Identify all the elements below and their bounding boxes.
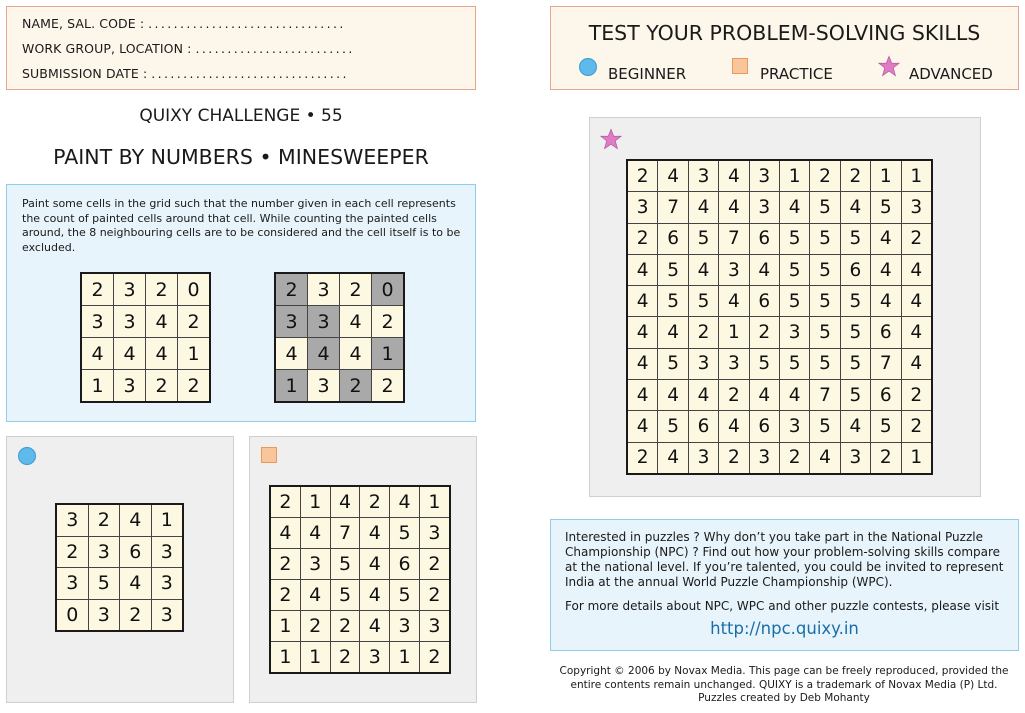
advanced-cell[interactable]: 4 xyxy=(901,254,932,285)
advanced-cell[interactable]: 5 xyxy=(749,348,779,379)
advanced-cell[interactable]: 2 xyxy=(871,442,901,474)
advanced-cell[interactable]: 4 xyxy=(658,380,688,411)
copyright-line-3: Puzzles created by Deb Mohanty xyxy=(698,692,870,704)
beginner-cell[interactable]: 1 xyxy=(151,504,183,536)
beginner-cell[interactable]: 2 xyxy=(88,504,120,536)
advanced-cell[interactable]: 5 xyxy=(840,286,870,317)
practice-cell[interactable]: 3 xyxy=(419,611,449,642)
advanced-cell[interactable]: 4 xyxy=(627,380,658,411)
example-solution-row xyxy=(275,306,404,338)
example-solution-row xyxy=(275,338,404,370)
advanced-cell[interactable]: 1 xyxy=(901,442,932,474)
practice-cell[interactable]: 2 xyxy=(330,611,360,642)
practice-legend-icon xyxy=(732,58,748,74)
practice-cell[interactable]: 2 xyxy=(360,486,390,518)
advanced-cell[interactable]: 2 xyxy=(779,442,809,474)
advanced-cell[interactable]: 4 xyxy=(658,442,688,474)
advanced-cell[interactable]: 3 xyxy=(719,254,749,285)
advanced-star-icon xyxy=(600,128,622,150)
beginner-row xyxy=(56,536,183,568)
practice-cell[interactable]: 4 xyxy=(300,518,330,549)
advanced-cell[interactable]: 5 xyxy=(810,411,840,442)
practice-cell[interactable]: 2 xyxy=(270,549,300,580)
advanced-cell[interactable]: 6 xyxy=(749,223,779,254)
practice-panel xyxy=(249,436,477,703)
npc-url-link[interactable]: http://npc.quixy.in xyxy=(710,619,859,638)
practice-cell[interactable]: 1 xyxy=(300,642,330,674)
practice-cell[interactable]: 3 xyxy=(419,518,449,549)
advanced-cell[interactable]: 6 xyxy=(749,286,779,317)
practice-cell[interactable]: 5 xyxy=(390,580,420,611)
example-solution-row xyxy=(275,273,404,306)
practice-row xyxy=(270,549,450,580)
advanced-cell[interactable]: 5 xyxy=(810,254,840,285)
beginner-cell[interactable]: 0 xyxy=(56,599,88,631)
advanced-cell[interactable]: 4 xyxy=(871,254,901,285)
copyright-line-1: Copyright © 2006 by Novax Media. This page can be freely reproduced, provided the xyxy=(559,665,1009,677)
advanced-cell[interactable]: 5 xyxy=(658,286,688,317)
example-puzzle-row xyxy=(81,306,210,338)
advanced-cell[interactable]: 4 xyxy=(749,380,779,411)
advanced-cell[interactable]: 5 xyxy=(658,411,688,442)
practice-cell[interactable]: 3 xyxy=(300,549,330,580)
example-solution-cell: 3 xyxy=(308,273,340,306)
advanced-cell[interactable]: 3 xyxy=(688,160,718,192)
example-solution-cell: 2 xyxy=(372,370,405,403)
work-group-label: WORK GROUP, LOCATION : xyxy=(22,41,192,56)
puzzle-title: PAINT BY NUMBERS • MINESWEEPER xyxy=(53,145,429,169)
practice-row xyxy=(270,518,450,549)
id-form xyxy=(6,6,476,90)
name-dots: ............................... xyxy=(148,16,346,31)
name-field[interactable] xyxy=(22,16,346,31)
submission-date-label: SUBMISSION DATE : xyxy=(22,66,148,81)
example-puzzle-row xyxy=(81,273,210,306)
advanced-cell[interactable]: 1 xyxy=(901,160,932,192)
example-solution-row xyxy=(275,370,404,403)
practice-cell[interactable]: 2 xyxy=(300,611,330,642)
advanced-cell[interactable]: 2 xyxy=(749,317,779,348)
advanced-row xyxy=(627,380,932,411)
advanced-cell[interactable]: 5 xyxy=(810,286,840,317)
example-solution-cell: 1 xyxy=(275,370,308,403)
example-solution-cell: 0 xyxy=(372,273,405,306)
beginner-row xyxy=(56,599,183,631)
example-puzzle-grid xyxy=(80,272,211,403)
advanced-cell[interactable]: 5 xyxy=(871,411,901,442)
advanced-cell[interactable]: 3 xyxy=(779,411,809,442)
practice-cell[interactable]: 3 xyxy=(390,611,420,642)
example-solution-cell: 1 xyxy=(372,338,405,370)
example-puzzle-cell: 3 xyxy=(114,306,146,338)
advanced-cell[interactable]: 5 xyxy=(840,223,870,254)
advanced-cell[interactable]: 6 xyxy=(871,317,901,348)
submission-date-field[interactable] xyxy=(22,66,349,81)
beginner-row xyxy=(56,504,183,536)
example-puzzle-cell: 2 xyxy=(146,273,178,306)
practice-cell[interactable]: 6 xyxy=(390,549,420,580)
advanced-cell[interactable]: 4 xyxy=(627,348,658,379)
example-puzzle-row xyxy=(81,338,210,370)
example-solution-cell: 2 xyxy=(340,370,372,403)
practice-cell[interactable]: 5 xyxy=(330,580,360,611)
advanced-cell[interactable]: 4 xyxy=(627,411,658,442)
advanced-grid[interactable] xyxy=(626,159,933,475)
advanced-cell[interactable]: 5 xyxy=(810,348,840,379)
advanced-cell[interactable]: 5 xyxy=(810,192,840,223)
advanced-cell[interactable]: 4 xyxy=(719,192,749,223)
advanced-cell[interactable]: 4 xyxy=(627,286,658,317)
advanced-cell[interactable]: 3 xyxy=(688,348,718,379)
practice-cell[interactable]: 4 xyxy=(270,518,300,549)
advanced-cell[interactable]: 4 xyxy=(840,192,870,223)
advanced-cell[interactable]: 4 xyxy=(840,411,870,442)
practice-cell[interactable]: 2 xyxy=(270,580,300,611)
advanced-cell[interactable]: 3 xyxy=(627,192,658,223)
beginner-cell[interactable]: 2 xyxy=(120,599,152,631)
beginner-legend-label: BEGINNER xyxy=(608,65,687,83)
beginner-cell[interactable]: 6 xyxy=(120,536,152,568)
practice-cell[interactable]: 2 xyxy=(419,580,449,611)
practice-cell[interactable]: 2 xyxy=(419,642,449,674)
advanced-cell[interactable]: 4 xyxy=(779,192,809,223)
example-puzzle-cell: 1 xyxy=(81,370,114,403)
advanced-cell[interactable]: 4 xyxy=(627,317,658,348)
beginner-cell[interactable]: 5 xyxy=(88,568,120,600)
advanced-cell[interactable]: 5 xyxy=(779,223,809,254)
advanced-cell[interactable]: 4 xyxy=(719,411,749,442)
practice-cell[interactable]: 1 xyxy=(300,486,330,518)
beginner-cell[interactable]: 4 xyxy=(120,504,152,536)
advanced-cell[interactable]: 2 xyxy=(719,442,749,474)
advanced-cell[interactable]: 3 xyxy=(901,192,932,223)
advanced-cell[interactable]: 2 xyxy=(840,160,870,192)
advanced-cell[interactable]: 2 xyxy=(901,223,932,254)
beginner-row xyxy=(56,568,183,600)
example-puzzle-cell: 3 xyxy=(114,273,146,306)
example-puzzle-cell: 4 xyxy=(81,338,114,370)
advanced-cell[interactable]: 6 xyxy=(840,254,870,285)
beginner-cell[interactable]: 4 xyxy=(120,568,152,600)
example-puzzle-cell: 1 xyxy=(178,338,211,370)
practice-cell[interactable]: 3 xyxy=(360,642,390,674)
advanced-cell[interactable]: 4 xyxy=(688,254,718,285)
beginner-cell[interactable]: 3 xyxy=(151,536,183,568)
advanced-cell[interactable]: 7 xyxy=(871,348,901,379)
practice-cell[interactable]: 1 xyxy=(390,642,420,674)
practice-row xyxy=(270,486,450,518)
rules-text: Paint some cells in the grid such that the number given in each cell represents the count of painted cells around that cell. While counting the painted cells around, the 8 neighbouring cells are to be considered and the cell itself is to be excluded. xyxy=(22,197,461,254)
advanced-cell[interactable]: 3 xyxy=(688,442,718,474)
npc-text: Interested in puzzles ? Why don’t you take part in the National Puzzle Championship (NPC) ? Find out how your problem-solving skills compare at the national level. If you’re talented, you could be invited to represent India at the annual World Puzzle Championship (WPC). xyxy=(565,530,1004,589)
example-solution-cell: 2 xyxy=(372,306,405,338)
beginner-cell[interactable]: 3 xyxy=(56,504,88,536)
practice-cell[interactable]: 4 xyxy=(360,611,390,642)
npc-info-box xyxy=(550,519,1019,651)
advanced-row xyxy=(627,317,932,348)
example-solution-cell: 4 xyxy=(340,338,372,370)
beginner-cell[interactable]: 3 xyxy=(88,599,120,631)
practice-cell[interactable]: 4 xyxy=(360,549,390,580)
example-solution-cell: 2 xyxy=(340,273,372,306)
example-puzzle-cell: 2 xyxy=(146,370,178,403)
beginner-panel xyxy=(6,436,234,703)
advanced-row xyxy=(627,411,932,442)
advanced-row xyxy=(627,442,932,474)
advanced-cell[interactable]: 2 xyxy=(901,411,932,442)
example-solution-cell: 3 xyxy=(308,306,340,338)
advanced-cell[interactable]: 6 xyxy=(871,380,901,411)
example-puzzle-cell: 0 xyxy=(178,273,211,306)
advanced-cell[interactable]: 5 xyxy=(810,223,840,254)
advanced-cell[interactable]: 5 xyxy=(658,348,688,379)
example-puzzle-cell: 4 xyxy=(146,306,178,338)
advanced-cell[interactable]: 3 xyxy=(749,442,779,474)
advanced-cell[interactable]: 2 xyxy=(901,380,932,411)
advanced-cell[interactable]: 6 xyxy=(688,411,718,442)
advanced-cell[interactable]: 7 xyxy=(810,380,840,411)
advanced-cell[interactable]: 4 xyxy=(901,348,932,379)
advanced-cell[interactable]: 1 xyxy=(871,160,901,192)
practice-cell[interactable]: 4 xyxy=(360,580,390,611)
advanced-cell[interactable]: 4 xyxy=(749,254,779,285)
npc-more-text: For more details about NPC, WPC and other puzzle contests, please visit xyxy=(565,599,1000,613)
practice-cell[interactable]: 4 xyxy=(360,518,390,549)
advanced-cell[interactable]: 4 xyxy=(901,286,932,317)
example-solution-cell: 2 xyxy=(275,273,308,306)
advanced-cell[interactable]: 4 xyxy=(871,223,901,254)
advanced-cell[interactable]: 4 xyxy=(719,160,749,192)
advanced-cell[interactable]: 2 xyxy=(719,380,749,411)
practice-cell[interactable]: 1 xyxy=(419,486,449,518)
advanced-row xyxy=(627,348,932,379)
work-group-field[interactable] xyxy=(22,41,355,56)
practice-cell[interactable]: 4 xyxy=(330,486,360,518)
advanced-panel xyxy=(589,117,981,497)
advanced-cell[interactable]: 2 xyxy=(627,160,658,192)
advanced-cell[interactable]: 5 xyxy=(810,317,840,348)
advanced-cell[interactable]: 4 xyxy=(871,286,901,317)
advanced-cell[interactable]: 6 xyxy=(749,411,779,442)
practice-row xyxy=(270,580,450,611)
advanced-row xyxy=(627,286,932,317)
advanced-cell[interactable]: 3 xyxy=(719,348,749,379)
practice-row xyxy=(270,611,450,642)
advanced-row xyxy=(627,223,932,254)
example-solution-cell: 4 xyxy=(275,338,308,370)
practice-grid[interactable] xyxy=(269,485,451,674)
advanced-cell[interactable]: 4 xyxy=(688,192,718,223)
advanced-cell[interactable]: 4 xyxy=(627,254,658,285)
advanced-cell[interactable]: 3 xyxy=(749,160,779,192)
practice-cell[interactable]: 2 xyxy=(330,642,360,674)
advanced-cell[interactable]: 7 xyxy=(658,192,688,223)
beginner-grid[interactable] xyxy=(55,503,184,632)
advanced-cell[interactable]: 2 xyxy=(688,317,718,348)
submission-date-dots: ............................... xyxy=(151,66,349,81)
practice-cell[interactable]: 4 xyxy=(300,580,330,611)
advanced-cell[interactable]: 4 xyxy=(688,380,718,411)
advanced-cell[interactable]: 5 xyxy=(779,254,809,285)
advanced-row xyxy=(627,160,932,192)
example-puzzle-cell: 2 xyxy=(81,273,114,306)
advanced-cell[interactable]: 6 xyxy=(658,223,688,254)
skills-title: TEST YOUR PROBLEM-SOLVING SKILLS xyxy=(588,21,981,45)
practice-cell[interactable]: 1 xyxy=(270,611,300,642)
advanced-cell[interactable]: 4 xyxy=(779,380,809,411)
advanced-cell[interactable]: 4 xyxy=(810,442,840,474)
practice-row xyxy=(270,642,450,674)
advanced-legend-star-icon xyxy=(878,55,900,77)
example-puzzle-cell: 2 xyxy=(178,370,211,403)
advanced-cell[interactable]: 5 xyxy=(658,254,688,285)
example-puzzle-row xyxy=(81,370,210,403)
beginner-cell[interactable]: 3 xyxy=(56,568,88,600)
practice-cell[interactable]: 1 xyxy=(270,642,300,674)
example-solution-grid xyxy=(274,272,405,403)
beginner-legend-icon xyxy=(579,58,597,76)
practice-cell[interactable]: 2 xyxy=(270,486,300,518)
example-puzzle-cell: 2 xyxy=(178,306,211,338)
advanced-cell[interactable]: 3 xyxy=(749,192,779,223)
advanced-cell[interactable]: 5 xyxy=(840,317,870,348)
example-solution-cell: 4 xyxy=(340,306,372,338)
beginner-cell[interactable]: 3 xyxy=(88,536,120,568)
advanced-cell[interactable]: 4 xyxy=(901,317,932,348)
advanced-cell[interactable]: 5 xyxy=(779,348,809,379)
advanced-row xyxy=(627,254,932,285)
advanced-cell[interactable]: 5 xyxy=(840,348,870,379)
skills-box xyxy=(550,6,1019,90)
beginner-circle-icon xyxy=(18,447,36,465)
advanced-cell[interactable]: 5 xyxy=(688,223,718,254)
copyright-line-2: entire contents remain unchanged. QUIXY is a trademark of Novax Media (P) Ltd. xyxy=(570,678,998,691)
advanced-cell[interactable]: 2 xyxy=(627,442,658,474)
practice-square-icon xyxy=(261,447,277,463)
advanced-cell[interactable]: 7 xyxy=(719,223,749,254)
advanced-legend-label: ADVANCED xyxy=(909,65,993,83)
practice-cell[interactable]: 5 xyxy=(390,518,420,549)
practice-cell[interactable]: 7 xyxy=(330,518,360,549)
beginner-cell[interactable]: 2 xyxy=(56,536,88,568)
example-solution-cell: 4 xyxy=(308,338,340,370)
work-group-dots: ......................... xyxy=(195,41,355,56)
name-label: NAME, SAL. CODE : xyxy=(22,16,145,31)
advanced-cell[interactable]: 5 xyxy=(871,192,901,223)
example-solution-cell: 3 xyxy=(308,370,340,403)
advanced-cell[interactable]: 2 xyxy=(627,223,658,254)
copyright xyxy=(545,665,1023,706)
advanced-cell[interactable]: 2 xyxy=(810,160,840,192)
advanced-cell[interactable]: 5 xyxy=(688,286,718,317)
challenge-title: QUIXY CHALLENGE • 55 xyxy=(139,106,343,126)
advanced-cell[interactable]: 4 xyxy=(658,317,688,348)
practice-cell[interactable]: 4 xyxy=(390,486,420,518)
beginner-cell[interactable]: 3 xyxy=(151,599,183,631)
advanced-cell[interactable]: 1 xyxy=(779,160,809,192)
advanced-row xyxy=(627,192,932,223)
example-puzzle-cell: 4 xyxy=(146,338,178,370)
advanced-cell[interactable]: 4 xyxy=(719,286,749,317)
advanced-cell[interactable]: 5 xyxy=(779,286,809,317)
advanced-cell[interactable]: 3 xyxy=(840,442,870,474)
advanced-cell[interactable]: 1 xyxy=(719,317,749,348)
advanced-cell[interactable]: 4 xyxy=(658,160,688,192)
practice-legend-label: PRACTICE xyxy=(760,65,833,83)
advanced-cell[interactable]: 3 xyxy=(779,317,809,348)
instructions-box xyxy=(6,184,476,422)
practice-cell[interactable]: 2 xyxy=(419,549,449,580)
advanced-cell[interactable]: 5 xyxy=(840,380,870,411)
example-puzzle-cell: 3 xyxy=(81,306,114,338)
practice-cell[interactable]: 5 xyxy=(330,549,360,580)
beginner-cell[interactable]: 3 xyxy=(151,568,183,600)
example-puzzle-cell: 3 xyxy=(114,370,146,403)
example-puzzle-cell: 4 xyxy=(114,338,146,370)
example-solution-cell: 3 xyxy=(275,306,308,338)
